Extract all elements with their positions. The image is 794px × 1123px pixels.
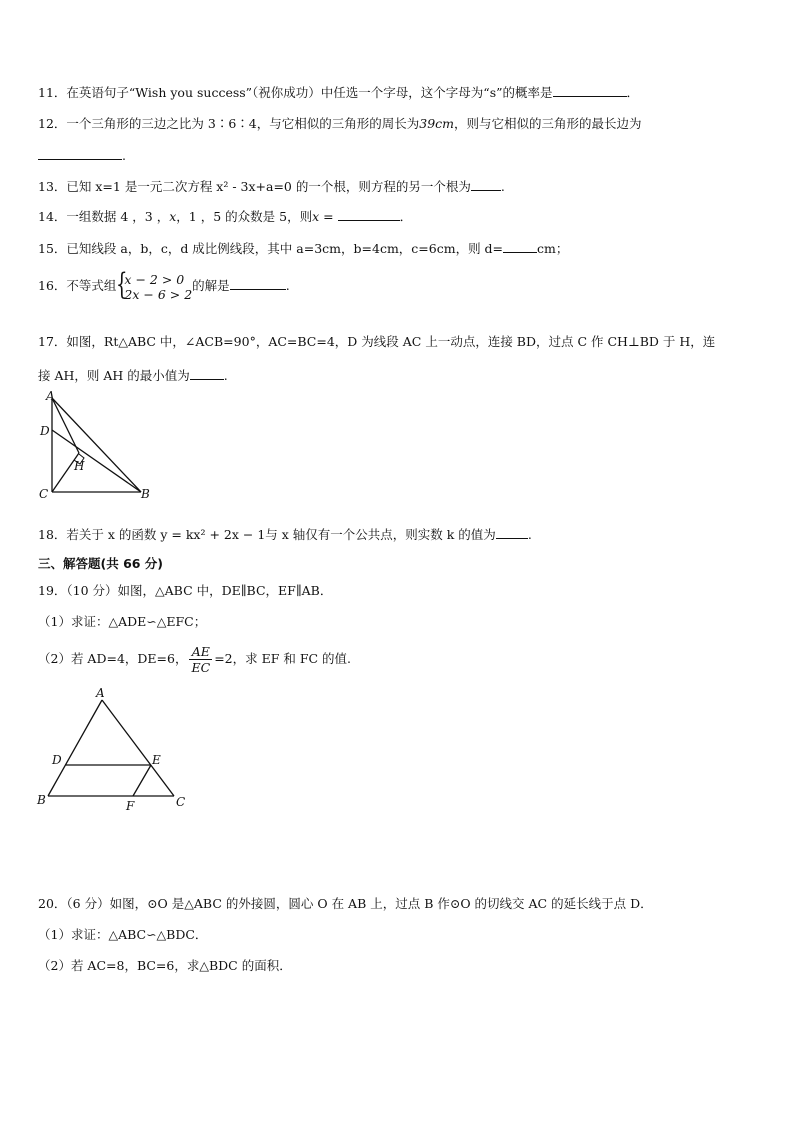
segment-ah <box>52 398 79 453</box>
segment-ab <box>48 700 102 796</box>
question-text: 如图，Rt△ABC 中，∠ACB=90°，AC=BC=4，D 为线段 AC 上一动点，连接 BD，过点 C 作 CH⊥BD 于 H，连 <box>66 334 716 349</box>
question-text: 已知线段 a，b，c，d 成比例线段，其中 a=3cm，b=4cm，c=6cm，则 d= <box>66 241 504 256</box>
answer-blank[interactable] <box>190 367 224 380</box>
label-a: A <box>46 390 55 403</box>
segment-ac <box>102 700 174 796</box>
question-text: 若关于 x 的函数 y = kx² + 2x − 1与 x 轴仅有一个公共点，则实数 k 的值为 <box>66 527 496 542</box>
question-number: 16． <box>38 278 67 293</box>
question-text: 不等式组 <box>66 278 117 293</box>
question-number: 20． <box>38 896 67 911</box>
question-11: 11．在英语句子“Wish you success”（祝你成功）中任选一个字母，这个字母为“s”的概率是 ． <box>38 85 640 100</box>
label-c: C <box>176 795 186 809</box>
answer-blank[interactable] <box>230 277 286 290</box>
question-13: 13．已知 x=1 是一元二次方程 x² - 3x+a=0 的一个根，则方程的另一个根为 . <box>38 179 505 194</box>
question-number: 11． <box>38 85 67 100</box>
label-a: A <box>96 686 105 700</box>
segment-ef <box>133 765 151 796</box>
figure-19-triangle <box>34 684 194 816</box>
question-19-part2: （2）若 AD=4，DE=6， $\frac{AE}{EC}$ =2，求 EF 和 FC 的值. <box>38 644 352 675</box>
question-text: 已知 x=1 是一元二次方程 x² - 3x+a=0 的一个根，则方程的另一个根为 <box>66 179 471 194</box>
segment-bd <box>52 430 141 492</box>
question-19-part1: （1）求证：△ADE∽△EFC； <box>38 614 207 629</box>
inequality-system: { x − 2 > 0 2x − 6 > 2 <box>116 266 193 302</box>
answer-blank[interactable] <box>38 147 122 160</box>
answer-blank[interactable] <box>553 84 627 97</box>
question-17 <box>38 334 715 350</box>
question-number: 19． <box>38 583 67 598</box>
perimeter-value: 39cm <box>419 116 455 131</box>
question-text: 一个三角形的三边之比为 3∶6∶4，与它相似的三角形的周长为 <box>66 116 420 131</box>
question-20-part2: （2）若 AC=8，BC=6，求△BDC 的面积． <box>38 958 292 973</box>
answer-blank[interactable] <box>338 208 400 221</box>
label-d: D <box>52 753 62 767</box>
question-number: 18． <box>38 527 67 542</box>
question-14: 14．一组数据 4 ，3 ，x，1 ，5 的众数是 5，则x = ． <box>38 209 413 224</box>
question-number: 12． <box>38 116 67 131</box>
question-text: 接 AH，则 AH 的最小值为 <box>38 368 190 383</box>
question-18: 18．若关于 x 的函数 y = kx² + 2x − 1与 x 轴仅有一个公共点，则实数 k 的值为 . <box>38 527 532 542</box>
label-h: H <box>74 459 85 473</box>
question-number: 17． <box>38 334 67 349</box>
question-20 <box>38 896 653 912</box>
label-c: C <box>39 487 49 501</box>
question-number: 15． <box>38 241 67 256</box>
answer-blank[interactable] <box>496 526 528 539</box>
question-16: 16．不等式组 { x − 2 > 0 2x − 6 > 2 的解是 . <box>38 266 290 302</box>
question-text: 一组数据 4 ，3 ， <box>66 209 170 224</box>
label-d: D <box>40 424 50 438</box>
question-20-part1: （1）求证：△ABC∽△BDC． <box>38 927 208 942</box>
question-19 <box>38 583 332 599</box>
question-number: 14． <box>38 209 67 224</box>
question-12-answer-line: . <box>38 147 126 164</box>
question-text: （6 分）如图，⊙O 是△ABC 的外接圆，圆心 O 在 AB 上，过点 B 作⊙O 的切线交 AC 的延长线于点 D． <box>66 896 653 911</box>
section-title: 三、解答题(共 66 分) <box>38 556 164 571</box>
segment-ab <box>52 398 141 492</box>
question-17-line2: 接 AH，则 AH 的最小值为 . <box>38 368 228 383</box>
question-number: 13． <box>38 179 67 194</box>
fraction-ae-ec: $\frac{AE}{EC}$ <box>191 644 211 675</box>
question-12 <box>38 116 642 132</box>
label-f: F <box>126 799 135 813</box>
answer-blank[interactable] <box>503 240 537 253</box>
question-text-2: ，则与它相似的三角形的最长边为 <box>454 116 642 131</box>
label-b: B <box>37 793 46 807</box>
question-text: （10 分）如图，△ABC 中，DE∥BC，EF∥AB． <box>66 583 333 598</box>
figure-17-triangle <box>36 390 156 505</box>
answer-blank[interactable] <box>471 178 501 191</box>
label-b: B <box>141 487 150 501</box>
brace-icon: { <box>116 266 128 302</box>
question-15: 15．已知线段 a，b，c，d 成比例线段，其中 a=3cm，b=4cm，c=6cm，则 d= cm； <box>38 241 569 256</box>
label-e: E <box>152 753 161 767</box>
question-text: 在英语句子“Wish you success”（祝你成功）中任选一个字母，这个字母为“s”的概率是 <box>66 85 553 100</box>
